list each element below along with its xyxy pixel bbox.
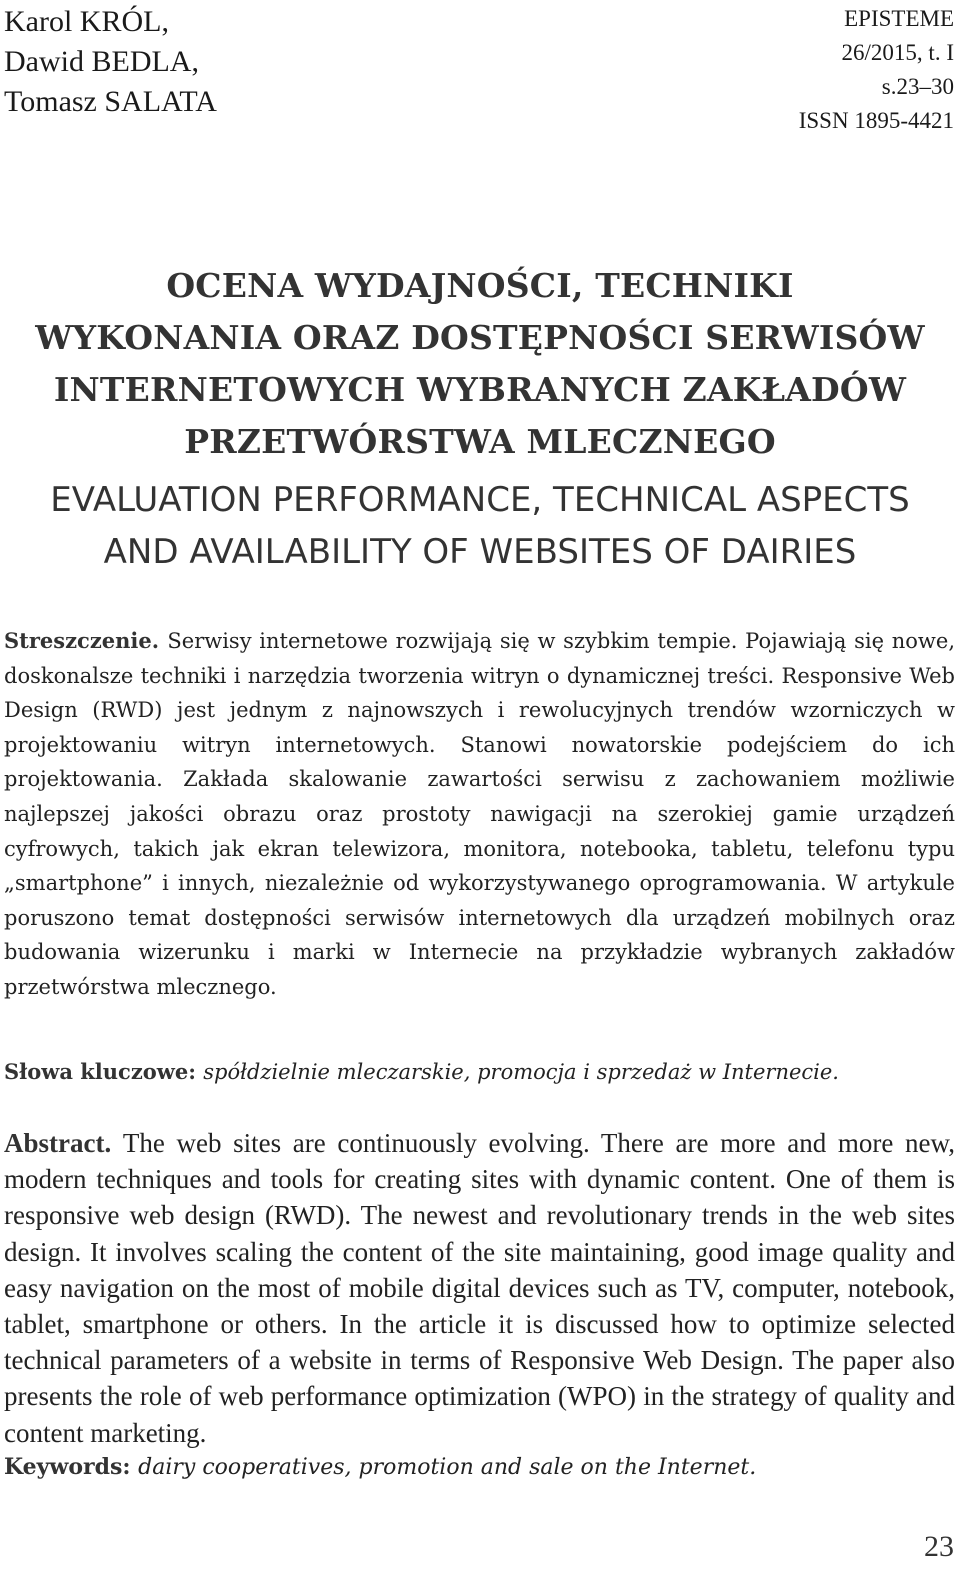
author-name: Tomasz SALATA bbox=[4, 85, 217, 118]
journal-volume: 26/2015, t. I bbox=[841, 40, 954, 65]
title-line: OCENA WYDAJNOŚCI, TECHNIKI bbox=[166, 266, 794, 305]
abstract-label: Abstract. bbox=[4, 1128, 123, 1158]
author-list bbox=[4, 2, 217, 122]
title-polish bbox=[0, 260, 960, 468]
title-line: AND AVAILABILITY OF WEBSITES OF DAIRIES bbox=[103, 532, 857, 572]
keywords-text: spółdzielnie mleczarskie, promocja i sprzedaż w Internecie. bbox=[203, 1060, 839, 1084]
keywords-text: dairy cooperatives, promotion and sale on the Internet. bbox=[138, 1455, 757, 1480]
abstract-english bbox=[4, 1125, 955, 1451]
author-name: Karol KRÓL, bbox=[4, 5, 169, 38]
author-name: Dawid BEDLA, bbox=[4, 45, 199, 78]
journal-issn: ISSN 1895-4421 bbox=[798, 108, 954, 133]
page-number: 23 bbox=[924, 1530, 954, 1563]
title-line: WYKONANIA ORAZ DOSTĘPNOŚCI SERWISÓW bbox=[35, 318, 925, 357]
title-line: INTERNETOWYCH WYBRANYCH ZAKŁADÓW bbox=[53, 370, 907, 409]
keywords-label: Keywords: bbox=[4, 1454, 139, 1480]
keywords-english bbox=[4, 1449, 955, 1486]
journal-name: EPISTEME bbox=[844, 6, 954, 31]
title-line: PRZETWÓRSTWA MLECZNEGO bbox=[184, 422, 776, 461]
abstract-text: Serwisy internetowe rozwijają się w szybkim tempie. Pojawiają się nowe, doskonalsze techniki i narzędzia tworzenia witryn o dynamicznej treści. Responsive Web Design (RWD) jest jednym z najnowszych i rewolucyjnych trendów wzorniczych w projektowaniu witryn internetowych. Stanowi nowatorskie podejściem do ich projektowania. Zakłada skalowanie zawartości serwisu z zachowaniem możliwie najlepszej jakości obrazu oraz prostoty nawigacji na szerokiej gamie urządzeń cyfrowych, takich jak ekran telewizora, monitora, notebooka, tabletu, telefonu typu „smartphone” i innych, niezależnie od wykorzystywanego oprogramowania. W artykule poruszono temat dostępności serwisów internetowych dla urządzeń mobilnych oraz budowania wizerunku i marki w Internecie na przykładzie wybranych zakładów przetwórstwa mlecznego. bbox=[4, 629, 955, 999]
abstract-text: The web sites are continuously evolving. There are more and more new, modern techniques and tools for creating sites with dynamic content. One of them is responsive web design (RWD). The newest and revolutionary trends in the web sites design. It involves scaling the content of the site maintaining, good image quality and easy navigation on the most of mobile digital devices such as TV, computer, notebook, tablet, smartphone or others. In the article it is discussed how to optimize selected technical parameters of a website in terms of Responsive Web Design. The paper also presents the role of web performance optimization (WPO) in the strategy of quality and content marketing. bbox=[4, 1128, 955, 1448]
keywords-label: Słowa kluczowe: bbox=[4, 1059, 204, 1084]
title-english bbox=[0, 474, 960, 578]
journal-info bbox=[799, 2, 954, 138]
keywords-polish bbox=[4, 1055, 955, 1089]
abstract-polish bbox=[4, 624, 955, 1005]
title-line: EVALUATION PERFORMANCE, TECHNICAL ASPECTS bbox=[50, 480, 910, 520]
abstract-label: Streszczenie. bbox=[4, 628, 168, 653]
journal-pages: s.23–30 bbox=[881, 74, 954, 99]
